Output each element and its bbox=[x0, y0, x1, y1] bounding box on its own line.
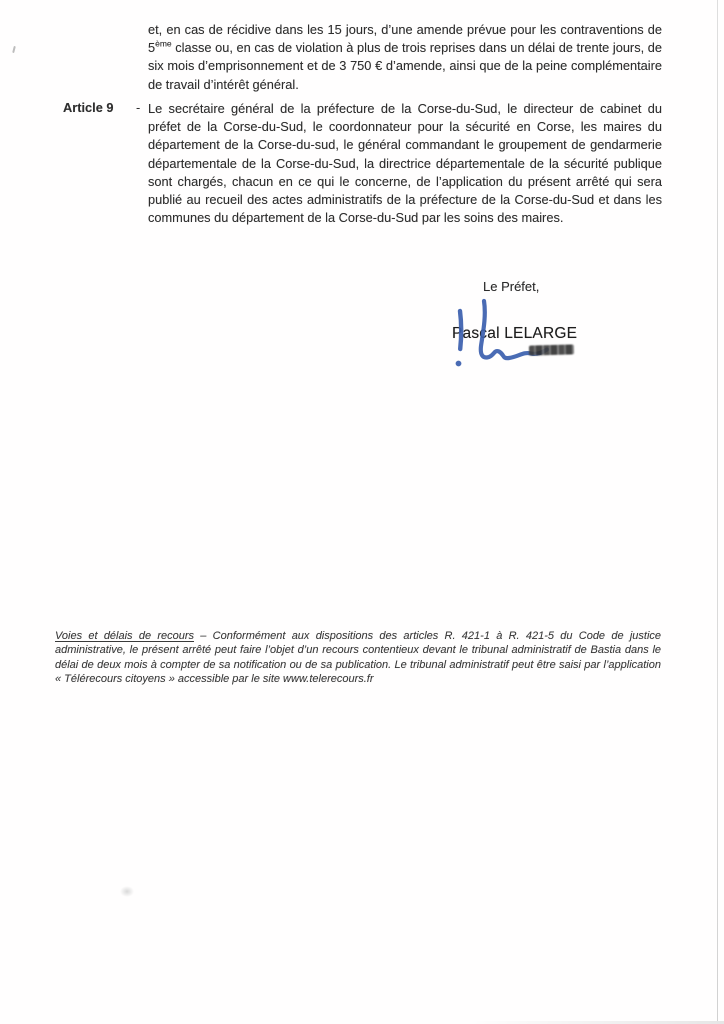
signature-ink-icon bbox=[447, 297, 559, 375]
footer-body: Conformément aux dispositions des articles R. 421-1 à R. 421-5 du Code de justice administrative, le présent arrêté peut faire l’objet d’un recours contentieux devant le tribunal administratif de Bastia dans le délai de deux mois à compter de sa notification ou de sa publication. Le tribunal administratif peut être saisi par l’application « Télérecours citoyens » accessible par le site www.telerecours.fr bbox=[55, 630, 662, 686]
scan-artifact-mark bbox=[12, 46, 16, 53]
prefect-title: Le Préfet, bbox=[483, 279, 540, 294]
legal-footer bbox=[55, 629, 661, 687]
scan-artifact-smudge bbox=[120, 886, 134, 897]
article9-dash: - bbox=[136, 100, 141, 115]
footer-separator: – bbox=[194, 630, 213, 642]
article9-label: Article 9 bbox=[63, 100, 114, 115]
intro-text-after-sup: classe ou, en cas de violation à plus de trois reprises dans un délai de trente jours, de six mois d’emprisonnement et de 3 750 € d’amende, ainsi que de la peine complémentaire de travail d’intérêt général. bbox=[148, 40, 662, 92]
signatory-name: Pascal LELARGE bbox=[452, 325, 578, 342]
article9-body: Le secrétaire général de la préfecture de la Corse-du-Sud, le directeur de cabinet du préfet de la Corse-du-Sud, le coordonnateur pour la sécurité en Corse, les maires du département de la Corse-du-sud, le général commandant le groupement de gendarmerie départementale de la Corse-du-Sud, la directrice départementale de la sécurité publique sont chargés, chacun en ce qui le concerne, de l’application du présent arrêté qui sera publié au recueil des actes administratifs de la préfecture de la Corse-du-Sud et dans les communes du département de la Corse-du-Sud par les soins des maires. bbox=[148, 101, 662, 226]
footer-lead: Voies et délais de recours bbox=[55, 630, 195, 642]
intro-superscript: ème bbox=[155, 38, 172, 49]
scan-edge-line bbox=[717, 0, 718, 1024]
intro-paragraph bbox=[148, 21, 662, 94]
intro-text-before-sup: et, en cas de récidive dans les 15 jours, d’une amende prévue pour les contraventions de 5 bbox=[148, 22, 662, 56]
stamp-smudge-icon bbox=[529, 344, 574, 355]
